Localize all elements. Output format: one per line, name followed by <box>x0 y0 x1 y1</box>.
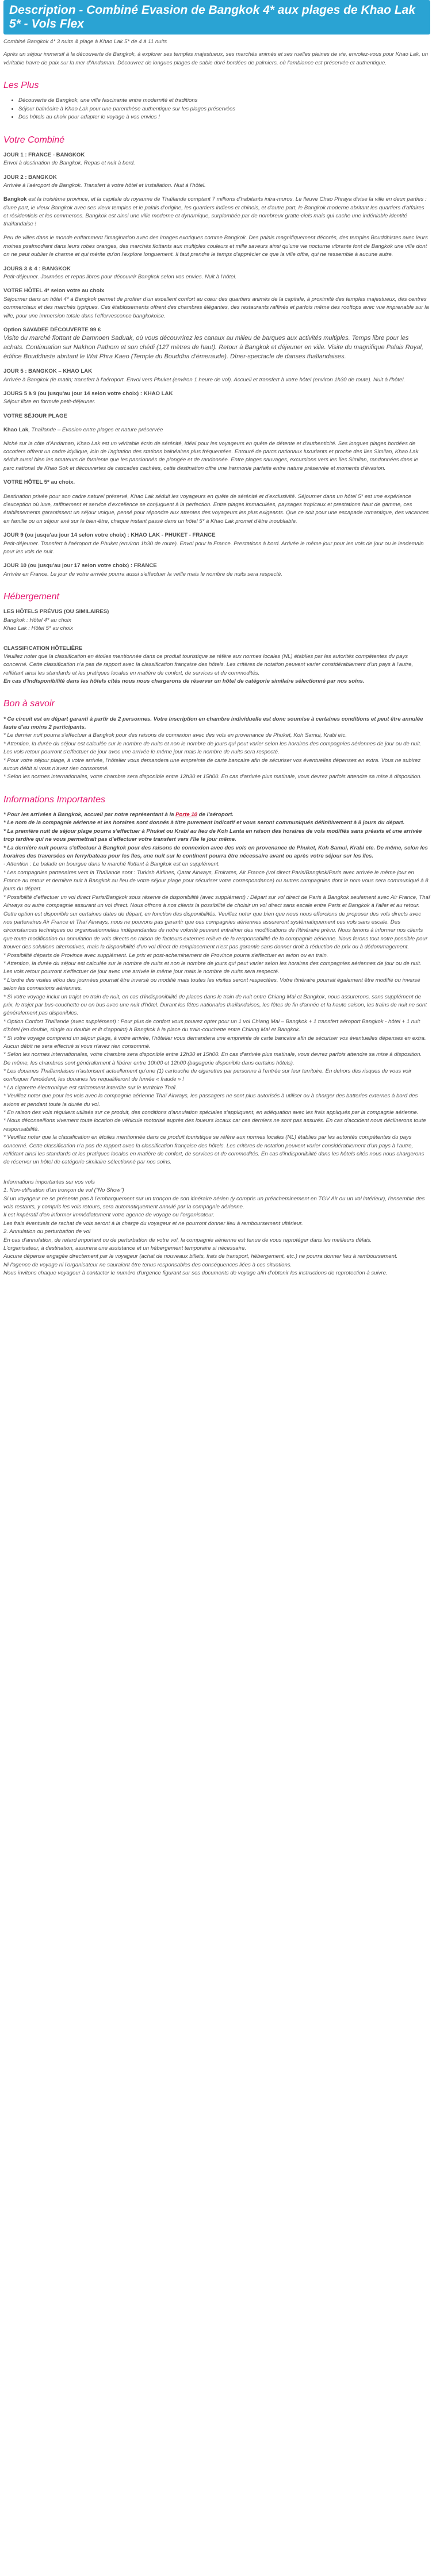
importantes-line: * Les compagnies partenaires vers la Thaïlande sont : Turkish Airlines, Qatar Airways, Emirates, Air France (vol direct Paris/Bangkok/Paris avec arrivée le même jour en France au retour et dernière nuit à Bangkok au lieu de votre séjour plage pour sécuriser votre correspondance) ou autres compagnies dont le nom vous sera communiqué à 8 jours du départ. <box>3 869 429 893</box>
day-text: Petit-déjeuner. Journées et repas libres pour découvrir Bangkok selon vos envies. Nuit à l'hôtel. <box>3 274 237 280</box>
hotel-khaolak-text: Destination privée pour son cadre naturel préservé, Khao Lak séduit les voyageurs en quête de sérénité et d'exclusivité. Séjourner dans un hôtel 5* est une expérience d'exception où luxe, raffinement et service d'excellence se conjuguent à la perfection. Entre plages immaculées, paysages tropicaux et prestations haut de gamme, ces établissements garantissent un séjour unique, pensé pour répondre aux attentes des voyageurs les plus exigeants. Que ce soit pour une escapade romantique, des vacances en famille ou un séjour axé sur le bien-être, chaque instant passé dans un hôtel 5* à Khao Lak promet d'être inoubliable. <box>3 493 429 525</box>
importantes-line: * La première nuit de séjour plage pourra s'effectuer à Phuket ou Krabi au lieu de Koh Lanta en raison des horaires de vols modifiés sans préavis et une arrivée trop tardive qui ne vous permettrait pas d'effectuer votre transfert vers l'île le jour même. <box>3 828 422 843</box>
sejour-heading: VOTRE SÉJOUR PLAGE <box>3 412 67 419</box>
option-block <box>3 326 430 362</box>
classification-heading: CLASSIFICATION HÔTELIÈRE <box>3 645 83 652</box>
sejour-lead: Khao Lak <box>3 426 29 433</box>
day-heading: JOUR 1 : FRANCE - BANGKOK <box>3 151 85 158</box>
plus-item: • Séjour balnéaire à Khao Lak pour une parenthèse authentique sur les plages préservées <box>18 105 430 113</box>
section-heading-plus: Les Plus <box>3 81 39 91</box>
day-block <box>3 562 430 579</box>
importantes-line: * La dernière nuit pourra s'effectuer à Bangkok pour des raisons de connexion avec des vols en provenance de Phuket, Koh Samui, Krabi etc. De même, selon les horaires des traversées en ferry/bateau pour les îles, une nuit sur le continent pourra être nécessaire avant ou après votre séjour sur les îles. <box>3 844 428 859</box>
day-text: Arrivée à Bangkok (le matin; transfert à l'aéroport. Envol vers Phuket (environ 1 heure de vol). Accueil et transfert à votre hôtel (environ 1h30 de route). Nuit à l'hôtel. <box>3 376 406 383</box>
classification-note: En cas d'indisponibilité dans les hôtels cités nous nous chargerons de réserver un hôtel de catégorie similaire sélectionné par nos soins. <box>3 678 365 685</box>
plus-item: • Découverte de Bangkok, une ville fascinante entre modernité et traditions <box>18 97 430 105</box>
flight-info-line: Si un voyageur ne se présente pas à l'embarquement sur un tronçon de son itinéraire aérien (y compris un préacheminement en TGV Air ou un vol intérieur), l'ensemble des vols restants, y compris les vols retours, sera automatiquement annulé par la compagnie aérienne. <box>3 1195 425 1210</box>
day-text: Arrivée en France. Le jour de votre arrivée pourra aussi s'effectuer la veille mais le nombre de nuits sera respecté. <box>3 571 282 577</box>
importantes-line: * Si votre voyage inclut un trajet en train de nuit, en cas d'indisponibilité de places dans le train de nuit entre Chiang Mai et Bangkok, nous assurerons, sans supplément de prix, le trajet par bus-couchette ou en bus avec une nuit d'hôtel. Durant les fêtes nationales thaïlandaises, les fêtes de fin d'année et la haute saison, les trains de nuit ne sont généralement pas disponibles. <box>3 993 427 1017</box>
day-heading: JOUR 10 (ou jusqu'au jour 17 selon votre choix) : FRANCE <box>3 562 157 569</box>
hotel-bangkok-heading: VOTRE HÔTEL 4* selon votre au choix <box>3 288 105 294</box>
option-heading: Option SAVADEE DÉCOUVERTE 99 € <box>3 326 101 333</box>
flight-info-heading: Informations importantes sur vos vols <box>3 1178 95 1185</box>
flight-info-line: L'organisateur, à destination, assurera une assistance et un hébergement temporaire si nécessaire. <box>3 1245 247 1251</box>
importantes-line: * Veuillez noter que pour les vols avec la compagnie aérienne Thaï Airways, les passagers ne sont plus autorisés à utiliser ou à charger des batteries externes à bord des avions et pendant toute la durée du vol. <box>3 1093 418 1108</box>
hotel-khaolak-block <box>3 479 430 526</box>
bangkok-lead: Bangkok <box>3 196 27 203</box>
flight-info-section <box>3 1178 430 1278</box>
day-heading: JOURS 5 à 9 (ou jusqu'au jour 14 selon votre choix) : KHAO LAK <box>3 390 173 397</box>
hotel-khaolak-heading: VOTRE HÔTEL 5* au choix. <box>3 479 75 486</box>
section-heading-savoir: Bon à savoir <box>3 699 55 709</box>
day-heading: JOUR 9 (ou jusqu'au jour 14 selon votre choix) : KHAO LAK - PHUKET - FRANCE <box>3 532 216 539</box>
sejour-block <box>3 412 430 473</box>
day-text: Arrivée à l'aéroport de Bangkok. Transfert à votre hôtel et installation. Nuit à l'hôtel. <box>3 182 206 189</box>
flight-info-line: Les frais éventuels de rachat de vols seront à la charge du voyageur et ne pourront donner lieu à remboursement ultérieur. <box>3 1220 303 1227</box>
hotels-block <box>3 608 430 633</box>
bangkok-text-2: Peu de villes dans le monde enflamment l'imagination avec des images exotiques comme Bangkok. Des palais magnifiquement décorés, des temples Bouddhistes avec leurs moines psalmodiant dans leurs robes oranges, des marchés flottants aux multiples couleurs et mille saveurs ainsi qu'une vie nocturne vibrante font de Bangkok une ville dont on ne peut oublier le charme et qui mérite qu'on l'explore longuement. Il faut prendre le temps d'apprécier ce que la ville offre, qui ne ressemble à aucune autre. <box>3 235 428 258</box>
option-text: Visite du marché flottant de Damnoen Saduak, où vous découvrirez les canaux au milieu de barques aux activités multiples. Temps libre pour les achats. Continuation sur Nakhon Pathom et son chédi (127 mètres de haut). Retour à Bangkok et déjeuner en ville. Visite du magnifique Palais Royal, édifice Bouddhiste abritant le Wat Phra Kaeo (Temple du Bouddha d'émeraude). Dîner-spectacle de danses thaïlandaises. <box>3 335 423 361</box>
importantes-lead: * Pour les arrivées à Bangkok, accueil par notre représentant à la Porte 10 de l'aéroport. <box>3 811 234 818</box>
section-heading-hebergement: Hébergement <box>3 592 59 602</box>
importantes-line: * Possibilité d'effectuer un vol direct Paris/Bangkok sous réserve de disponibilité (avec supplément) : Départ sur vol direct de Paris à Bangkok seulement avec Air France, Thaï Airways ou autre compagnie assurant un vol direct. Nous offrons à nos clients la possibilité de choisir un vol direct sans escale entre Paris et Bangkok à l'aller et au retour. Cette option est disponible sur certaines dates de départ, en fonction des disponibilités. Veuillez noter que bien que nous nous efforcions de proposer des vols directs avec nos partenaires Air France et Thaï Airways, nous ne pouvons pas garantir que ces compagnies aériennes assureront systématiquement ces vols sans escale. Des circonstances techniques ou organisationnelles indépendantes de notre volonté peuvent entraîner des modifications de l'itinéraire prévu. Nous tenons à informer nos clients que toute modification ou annulation de vols directs en raison de facteurs externes relève de la responsabilité de la compagnie aérienne. Nous ferons tout notre possible pour trouver des solutions alternatives, mais la disponibilité d'un vol direct de remplacement n'est pas garantie sans donner droit à réduction de prix ou à dédommagement. <box>3 894 430 951</box>
page-title: Description - Combiné Evasion de Bangkok 4* aux plages de Khao Lak 5* - Vols Flex <box>3 0 430 35</box>
importantes-line: * Attention, la durée du séjour est calculée sur le nombre de nuits et non le nombre de jours qui peut varier selon les horaires des compagnies aériennes de jour ou de nuit. Les vols retour pourront s'effectuer de jour avec une arrivée le même jour mais le nombre de nuits sera respecté. <box>3 960 422 975</box>
savoir-line: * Le dernier nuit pourra s'effectuer à Bangkok pour des raisons de connexion avec des vols en provenance de Phuket, Koh Samui, Krabi etc. <box>3 732 347 739</box>
importantes-line: * Possibilité départs de Province avec supplément. Le prix et post-acheminement de Province pourra s'effectuer en avion ou en train. <box>3 952 328 959</box>
day-block <box>3 265 430 282</box>
importantes-line: * Selon les normes internationales, votre chambre sera disponible entre 12h30 et 15h00. En cas d'arrivée plus matinale, vous devrez parfois attendre sa mise à disposition. De même, les chambres sont généralement à libérer entre 10h00 et 12h00 (bagagerie disponible dans certains hôtels). <box>3 1051 422 1066</box>
savoir-line: * Attention, la durée du séjour est calculée sur le nombre de nuits et non le nombre de jours qui peut varier selon les horaires des compagnies aériennes de jour ou de nuit. Les vols retour pourront s'effectuer de jour avec une arrivée le même jour mais le nombre de nuits sera respecté. <box>3 740 422 756</box>
flight-info-line: Ni l'agence de voyage ni l'organisateur ne sauraient être tenus responsables des conséquences liées à ces situations. <box>3 1261 292 1268</box>
importantes-line: * Option Confort Thaïlande (avec supplément) : Pour plus de confort vous pouvez opter pour un 1 vol Chiang Mai – Bangkok + 1 transfert aéroport Bangkok - hôtel + 1 nuit d'hôtel (en double, single ou double et lit d'appoint) à Bangkok à la place du train-couchette entre Chiang Mai et Bangkok. <box>3 1018 420 1034</box>
day-block <box>3 174 430 190</box>
flight-info-line: Aucune dépense engagée directement par le voyageur (achat de nouveaux billets, frais de transport, hébergement, etc.) ne pourra donner lieu à remboursement. <box>3 1253 398 1260</box>
savoir-line: * Selon les normes internationales, votre chambre sera disponible entre 12h30 et 15h00. En cas d'arrivée plus matinale, vous devrez parfois attendre sa mise à disposition. <box>3 774 422 780</box>
bangkok-text: est la troisième province, et la capitale du royaume de Thaïlande comptant 7 millions d'habitants intra-muros. Le fleuve Chao Phraya divise la ville en deux parties : d'une part, le vieux Bangkok avec ses vieux temples et le palais d'origine, les quartiers indiens et chinois, et d'autre part, le Bangkok moderne abritant les quartiers d'affaires et résidentiels et les commerces. Bangkok est ainsi une ville moderne et dynamique, surplombée par de nombreux gratte-ciels mais qui cache une indéniable identité thaïlandaise ! <box>3 196 427 228</box>
day-block <box>3 368 430 384</box>
day-text: Séjour libre en formule petit-déjeuner. <box>3 399 96 405</box>
section-heading-importantes: Informations Importantes <box>3 794 105 805</box>
flight-info-line: Nous invitons chaque voyageur à contacter le numéro d'urgence figurant sur ses documents de voyage afin d'obtenir les instructions de reprotection à suivre. <box>3 1270 388 1277</box>
section-heading-combine: Votre Combiné <box>3 135 65 145</box>
plus-item: • Des hôtels au choix pour adapter le voyage à vos envies ! <box>18 113 430 121</box>
importantes-line: * Les douanes Thaïlandaises n'autorisent actuellement qu'une (1) cartouche de cigarettes par personne à l'entrée sur leur territoire. En dehors des risques de vous voir confisquer l'excédent, les douanes les requalifieront de fumée « fraude » ! <box>3 1068 412 1083</box>
flight-info-line: Il est impératif d'en informer immédiatement votre agence de voyage ou l'organisateur. <box>3 1212 215 1219</box>
classification-text: Veuillez noter que la classification en étoiles mentionnée dans ce produit touristique se réfère aux normes locales (NL) établies par les autorités compétentes du pays concerné. Cette classification n'a pas de rapport avec la classification française des hôtels. Les critères de notation peuvent varier considérablement d'un pays à l'autre, reflétant ainsi les standards et les pratiques locales en matière de confort, de services et de commodités. <box>3 653 414 676</box>
sejour-subtitle: , Thaïlande – Évasion entre plages et nature préservée <box>28 426 163 433</box>
sejour-text: Niché sur la côte d'Andaman, Khao Lak est un véritable écrin de sérénité, idéal pour les voyageurs en quête de détente et d'authenticité. Ses longues plages bordées de cocotiers offrent un cadre idyllique, loin de l'agitation des stations balnéaires plus fréquentées. Entouré de parcs nationaux luxuriants et proche des îles Similan, Khao Lak séduit aussi bien les amateurs de farniente que les passionnés de plongée et de randonnée. Entre plages sauvages, excursions vers les îles Similan, randonnées dans le parc national de Khao Sok et découvertes de cascades cachées, cette destination offre une harmonie parfaite entre nature préservée et moments d'évasion. <box>3 440 419 472</box>
importantes-line: * Si votre voyage comprend un séjour plage, à votre arrivée, l'hôtelier vous demandera une empreinte de carte bancaire afin de sécuriser vos éventuelles dépenses en extra. Aucun débit ne sera effectué si vous n'avez rien consommé. <box>3 1035 426 1050</box>
classification-block <box>3 645 430 686</box>
importantes-line: * En raison des vols réguliers utilisés sur ce produit, des conditions d'annulation spéciales s'appliquent, en adéquation avec les frais appliqués par la compagnie aérienne. <box>3 1109 419 1116</box>
day-heading: JOUR 5 : BANGKOK – KHAO LAK <box>3 368 93 375</box>
intro-paragraph: Après un séjour immersif à la découverte de Bangkok, à explorer ses temples majestueux, ses marchés animés et ses ruelles pleines de vie, envolez-vous pour Khao Lak, un véritable havre de paix sur la mer d'Andaman. Découvrez de longues plages de sable doré bordées de palmiers, où l'ambiance est préservée et authentique. <box>3 51 429 66</box>
day-block <box>3 531 430 556</box>
day-text: Envol à destination de Bangkok. Repas et nuit à bord. <box>3 160 135 167</box>
bangkok-description <box>3 196 430 259</box>
importantes-line: * La cigarette électronique est strictement interdite sur le territoire Thaï. <box>3 1084 177 1091</box>
importantes-line: * Nous déconseillons vivement toute location de véhicule motorisé auprès des loueurs locaux car ces derniers ne sont pas assurés. En cas d'accident nous déclinerons toute responsabilité. <box>3 1117 426 1132</box>
gate-link[interactable]: Porte 10 <box>175 811 198 818</box>
day-heading: JOURS 3 & 4 : BANGKOK <box>3 265 71 272</box>
flight-info-line: 2. Annulation ou perturbation de vol <box>3 1228 91 1235</box>
hotel-line: Khao Lak : Hôtel 5* au choix <box>3 625 74 632</box>
importantes-line: - Attention : Le balade en bourgue dans le marché flottant à Bangkok est en supplément. <box>3 861 220 868</box>
day-block <box>3 390 430 407</box>
intro-section <box>3 38 430 67</box>
flight-info-line: En cas d'annulation, de retard important ou de perturbation de votre vol, la compagnie aérienne est tenue de vous reprotéger dans les meilleurs délais. <box>3 1237 372 1243</box>
importantes-line: * Le nom de la compagnie aérienne et les horaires sont donnés à titre purement indicatif et vous seront communiqués définitivement à 8 jours du départ. <box>3 820 405 826</box>
savoir-line: * Pour votre séjour plage, à votre arrivée, l'hôtelier vous demandera une empreinte de carte bancaire afin de sécuriser vos éventuelles dépenses en extra. Vous ne subirez aucun débit si vous n'avez rien consommé. <box>3 757 421 772</box>
hotel-bangkok-block <box>3 287 430 320</box>
importantes-line: * L'ordre des visites et/ou des journées pourrait être inversé ou modifié mais toutes les visites seront respectées. Votre itinéraire pourrait également être modifié ou inversé selon les connexions aériennes. <box>3 977 420 992</box>
hotels-heading: LES HÔTELS PRÉVUS (OU SIMILAIRES) <box>3 608 109 615</box>
day-heading: JOUR 2 : BANGKOK <box>3 174 57 181</box>
day-text: Petit-déjeuner. Transfert à l'aéroport de Phuket (environ 1h30 de route). Envol pour la France. Prestations à bord. Arrivée le même jour pour les vols de jour ou le lendemain pour les vols de nuit. <box>3 540 424 555</box>
plus-list <box>3 97 430 121</box>
importantes-list <box>3 811 430 1167</box>
hotel-bangkok-text: Séjourner dans un hôtel 4* à Bangkok permet de profiter d'un excellent confort au cœur des quartiers animés de la capitale, à proximité des temples majestueux, des centres commerciaux et des marchés typiques. Ces établissements offrent des chambres élégantes, des restaurants raffinés et parfois même des rooftops avec vue imprenable sur la ville, pour une immersion totale dans l'effervescence bangkokoise. <box>3 296 429 319</box>
intro-subtitle: Combiné Bangkok 4* 3 nuits & plage à Khao Lak 5* de 4 à 11 nuits <box>3 39 167 45</box>
savoir-list <box>3 715 430 782</box>
hotel-line: Bangkok : Hôtel 4* au choix <box>3 617 71 623</box>
day-block <box>3 151 430 168</box>
savoir-line: * Ce circuit est en départ garanti à partir de 2 personnes. Votre inscription en chambre individuelle est donc soumise à certaines conditions et peut être annulée faute d'au moins 2 participants. <box>3 715 423 731</box>
flight-info-line: 1. Non-utilisation d'un tronçon de vol ("No Show") <box>3 1187 124 1194</box>
importantes-line: * Veuillez noter que la classification en étoiles mentionnée dans ce produit touristique se réfère aux normes locales (NL) établies par les autorités compétentes du pays concerné. Cette classification n'a pas de rapport avec la classification française des hôtels. Les critères de notation peuvent varier considérablement d'un pays à l'autre, reflétant ainsi les standards et les pratiques locales en matière de confort, de services et de commodités. En cas d'indisponibilité dans les hôtels cités nous nous chargerons de réserver un hôtel de catégorie similaire sélectionné par nos soins. <box>3 1134 424 1166</box>
